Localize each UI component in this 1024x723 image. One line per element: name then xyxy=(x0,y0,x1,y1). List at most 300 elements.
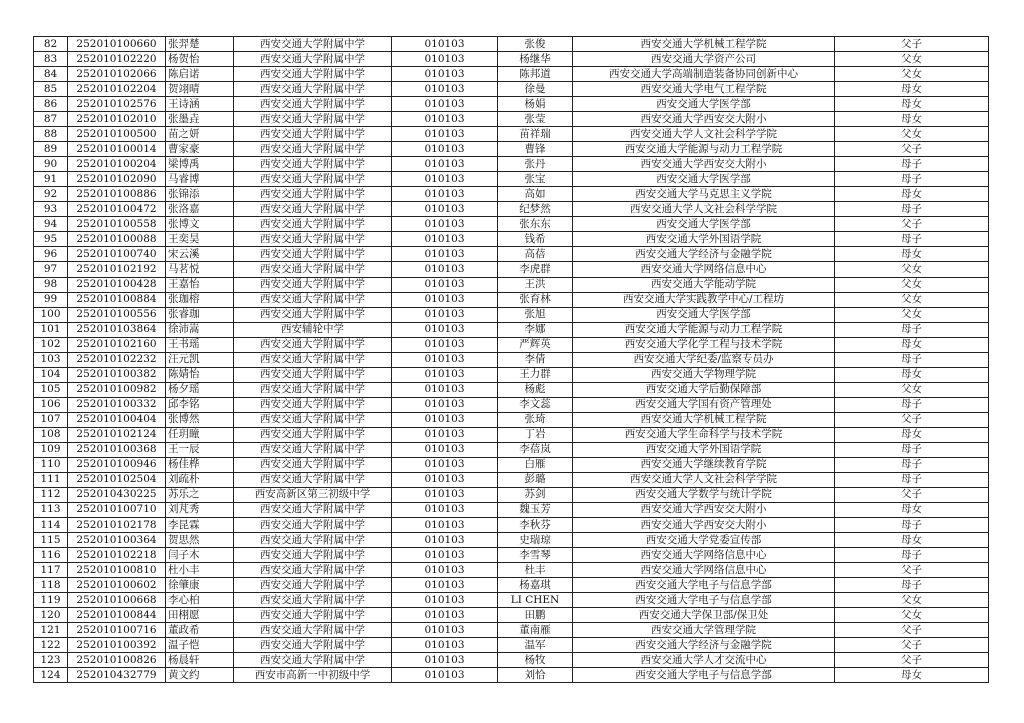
category-code-cell: 010103 xyxy=(392,472,498,487)
row-index-cell: 99 xyxy=(34,292,68,307)
student-name-cell: 李昆霖 xyxy=(166,518,234,533)
parent-name-cell: 杨牧 xyxy=(498,653,573,668)
parent-name-cell: 陈邦道 xyxy=(498,67,573,82)
school-name-cell: 西安交通大学附属中学 xyxy=(234,142,392,157)
category-code-cell: 010103 xyxy=(392,487,498,502)
row-index-cell: 105 xyxy=(34,382,68,397)
table-row xyxy=(34,427,989,442)
exam-id-cell: 252010102066 xyxy=(68,67,166,82)
relationship-cell: 父子 xyxy=(835,623,989,638)
exam-id-cell: 252010100668 xyxy=(68,593,166,608)
exam-id-cell: 252010100740 xyxy=(68,247,166,262)
school-name-cell: 西安交通大学附属中学 xyxy=(234,292,392,307)
parent-name-cell: 李蓓岚 xyxy=(498,442,573,457)
relationship-cell: 母女 xyxy=(835,502,989,517)
table-row xyxy=(34,623,989,638)
relationship-cell: 父女 xyxy=(835,608,989,623)
parent-unit-cell: 西安交通大学纪委/监察专员办 xyxy=(573,352,835,367)
parent-unit-cell: 西安交通大学马克思主义学院 xyxy=(573,187,835,202)
parent-unit-cell: 西安交通大学人才交流中心 xyxy=(573,653,835,668)
school-name-cell: 西安交通大学附属中学 xyxy=(234,277,392,292)
category-code-cell: 010103 xyxy=(392,37,498,52)
category-code-cell: 010103 xyxy=(392,307,498,322)
category-code-cell: 010103 xyxy=(392,127,498,142)
school-name-cell: 西安交通大学附属中学 xyxy=(234,533,392,548)
parent-name-cell: 魏玉芳 xyxy=(498,502,573,517)
row-index-cell: 92 xyxy=(34,187,68,202)
exam-id-cell: 252010102576 xyxy=(68,97,166,112)
exam-id-cell: 252010100556 xyxy=(68,307,166,322)
school-name-cell: 西安交通大学附属中学 xyxy=(234,548,392,563)
row-index-cell: 108 xyxy=(34,427,68,442)
parent-name-cell: 丁岩 xyxy=(498,427,573,442)
school-name-cell: 西安交通大学附属中学 xyxy=(234,593,392,608)
row-index-cell: 89 xyxy=(34,142,68,157)
exam-id-cell: 252010100088 xyxy=(68,232,166,247)
row-index-cell: 97 xyxy=(34,262,68,277)
student-name-cell: 马睿博 xyxy=(166,172,234,187)
parent-name-cell: 严辉英 xyxy=(498,337,573,352)
exam-id-cell: 252010100716 xyxy=(68,623,166,638)
student-name-cell: 汪元凯 xyxy=(166,352,234,367)
table-body xyxy=(34,37,989,683)
parent-name-cell: 王力群 xyxy=(498,367,573,382)
school-name-cell: 西安交通大学附属中学 xyxy=(234,457,392,472)
parent-name-cell: LI CHEN xyxy=(498,593,573,608)
school-name-cell: 西安交通大学附属中学 xyxy=(234,52,392,67)
exam-id-cell: 252010100392 xyxy=(68,638,166,653)
exam-id-cell: 252010102160 xyxy=(68,337,166,352)
table-row xyxy=(34,292,989,307)
row-index-cell: 122 xyxy=(34,638,68,653)
row-index-cell: 101 xyxy=(34,322,68,337)
table-row xyxy=(34,412,989,427)
exam-id-cell: 252010100844 xyxy=(68,608,166,623)
table-row xyxy=(34,187,989,202)
relationship-cell: 父子 xyxy=(835,142,989,157)
row-index-cell: 83 xyxy=(34,52,68,67)
category-code-cell: 010103 xyxy=(392,548,498,563)
table-row xyxy=(34,247,989,262)
exam-id-cell: 252010100428 xyxy=(68,277,166,292)
school-name-cell: 西安交通大学附属中学 xyxy=(234,67,392,82)
table-row xyxy=(34,172,989,187)
student-name-cell: 王奕昊 xyxy=(166,232,234,247)
table-row xyxy=(34,533,989,548)
row-index-cell: 106 xyxy=(34,397,68,412)
exam-id-cell: 252010102010 xyxy=(68,112,166,127)
parent-unit-cell: 西安交通大学西安交大附小 xyxy=(573,518,835,533)
category-code-cell: 010103 xyxy=(392,262,498,277)
parent-name-cell: 温军 xyxy=(498,638,573,653)
relationship-cell: 父女 xyxy=(835,382,989,397)
table-row xyxy=(34,352,989,367)
exam-id-cell: 252010432779 xyxy=(68,668,166,683)
exam-id-cell: 252010102504 xyxy=(68,472,166,487)
exam-id-cell: 252010100204 xyxy=(68,157,166,172)
exam-id-cell: 252010102124 xyxy=(68,427,166,442)
category-code-cell: 010103 xyxy=(392,67,498,82)
relationship-cell: 母女 xyxy=(835,187,989,202)
parent-unit-cell: 西安交通大学化学工程与技术学院 xyxy=(573,337,835,352)
relationship-cell: 父子 xyxy=(835,487,989,502)
category-code-cell: 010103 xyxy=(392,232,498,247)
row-index-cell: 93 xyxy=(34,202,68,217)
school-name-cell: 西安交通大学附属中学 xyxy=(234,307,392,322)
school-name-cell: 西安交通大学附属中学 xyxy=(234,247,392,262)
parent-name-cell: 张琦 xyxy=(498,412,573,427)
exam-id-cell: 252010100602 xyxy=(68,578,166,593)
exam-id-cell: 252010100382 xyxy=(68,367,166,382)
school-name-cell: 西安交通大学附属中学 xyxy=(234,172,392,187)
category-code-cell: 010103 xyxy=(392,352,498,367)
category-code-cell: 010103 xyxy=(392,112,498,127)
category-code-cell: 010103 xyxy=(392,97,498,112)
relationship-cell: 父子 xyxy=(835,638,989,653)
parent-name-cell: 史瑞琼 xyxy=(498,533,573,548)
category-code-cell: 010103 xyxy=(392,202,498,217)
category-code-cell: 010103 xyxy=(392,322,498,337)
school-name-cell: 西安交通大学附属中学 xyxy=(234,472,392,487)
school-name-cell: 西安交通大学附属中学 xyxy=(234,232,392,247)
roster-table xyxy=(33,36,989,683)
table-row xyxy=(34,82,989,97)
parent-name-cell: 李雪琴 xyxy=(498,548,573,563)
table-row xyxy=(34,67,989,82)
table-row xyxy=(34,337,989,352)
relationship-cell: 母女 xyxy=(835,427,989,442)
row-index-cell: 123 xyxy=(34,653,68,668)
category-code-cell: 010103 xyxy=(392,397,498,412)
category-code-cell: 010103 xyxy=(392,412,498,427)
exam-id-cell: 252010100982 xyxy=(68,382,166,397)
parent-name-cell: 李倩 xyxy=(498,352,573,367)
row-index-cell: 104 xyxy=(34,367,68,382)
parent-name-cell: 张东东 xyxy=(498,217,573,232)
parent-unit-cell: 西安交通大学经济与金融学院 xyxy=(573,247,835,262)
parent-unit-cell: 西安交通大学外国语学院 xyxy=(573,442,835,457)
parent-name-cell: 白雁 xyxy=(498,457,573,472)
parent-unit-cell: 西安交通大学党委宣传部 xyxy=(573,533,835,548)
exam-id-cell: 252010100660 xyxy=(68,37,166,52)
exam-id-cell: 252010100332 xyxy=(68,397,166,412)
parent-unit-cell: 西安交通大学医学部 xyxy=(573,97,835,112)
relationship-cell: 母女 xyxy=(835,112,989,127)
relationship-cell: 母子 xyxy=(835,352,989,367)
parent-unit-cell: 西安交通大学网络信息中心 xyxy=(573,563,835,578)
row-index-cell: 82 xyxy=(34,37,68,52)
row-index-cell: 98 xyxy=(34,277,68,292)
relationship-cell: 母子 xyxy=(835,578,989,593)
category-code-cell: 010103 xyxy=(392,608,498,623)
parent-unit-cell: 西安交通大学能动学院 xyxy=(573,277,835,292)
category-code-cell: 010103 xyxy=(392,157,498,172)
student-name-cell: 徐沛嵩 xyxy=(166,322,234,337)
school-name-cell: 西安市高新一中初级中学 xyxy=(234,668,392,683)
relationship-cell: 父女 xyxy=(835,277,989,292)
row-index-cell: 116 xyxy=(34,548,68,563)
relationship-cell: 母女 xyxy=(835,82,989,97)
student-name-cell: 闫子木 xyxy=(166,548,234,563)
exam-id-cell: 252010102192 xyxy=(68,262,166,277)
table-row xyxy=(34,262,989,277)
relationship-cell: 母子 xyxy=(835,472,989,487)
relationship-cell: 父子 xyxy=(835,37,989,52)
student-name-cell: 杜小丰 xyxy=(166,563,234,578)
school-name-cell: 西安交通大学附属中学 xyxy=(234,382,392,397)
school-name-cell: 西安交通大学附属中学 xyxy=(234,82,392,97)
table-row xyxy=(34,37,989,52)
student-name-cell: 田栩愿 xyxy=(166,608,234,623)
relationship-cell: 父子 xyxy=(835,412,989,427)
row-index-cell: 95 xyxy=(34,232,68,247)
table-row xyxy=(34,653,989,668)
category-code-cell: 010103 xyxy=(392,277,498,292)
student-name-cell: 张墨垚 xyxy=(166,112,234,127)
relationship-cell: 母子 xyxy=(835,172,989,187)
relationship-cell: 母女 xyxy=(835,367,989,382)
student-name-cell: 贺思然 xyxy=(166,533,234,548)
parent-name-cell: 田鹏 xyxy=(498,608,573,623)
student-name-cell: 宋云溪 xyxy=(166,247,234,262)
parent-unit-cell: 西安交通大学管理学院 xyxy=(573,623,835,638)
school-name-cell: 西安交通大学附属中学 xyxy=(234,412,392,427)
parent-name-cell: 李虎群 xyxy=(498,262,573,277)
school-name-cell: 西安交通大学附属中学 xyxy=(234,563,392,578)
category-code-cell: 010103 xyxy=(392,668,498,683)
student-name-cell: 王书瑶 xyxy=(166,337,234,352)
parent-name-cell: 李娜 xyxy=(498,322,573,337)
exam-id-cell: 252010100710 xyxy=(68,502,166,517)
relationship-cell: 母子 xyxy=(835,322,989,337)
relationship-cell: 父女 xyxy=(835,52,989,67)
parent-unit-cell: 西安交通大学机械工程学院 xyxy=(573,412,835,427)
parent-unit-cell: 西安交通大学电子与信息学部 xyxy=(573,578,835,593)
parent-unit-cell: 西安交通大学医学部 xyxy=(573,307,835,322)
parent-unit-cell: 西安交通大学人文社会科学学院 xyxy=(573,127,835,142)
row-index-cell: 113 xyxy=(34,502,68,517)
student-name-cell: 王诗涵 xyxy=(166,97,234,112)
table-row xyxy=(34,322,989,337)
parent-unit-cell: 西安交通大学资产公司 xyxy=(573,52,835,67)
relationship-cell: 母女 xyxy=(835,337,989,352)
parent-unit-cell: 西安交通大学生命科学与技术学院 xyxy=(573,427,835,442)
category-code-cell: 010103 xyxy=(392,578,498,593)
parent-unit-cell: 西安交通大学保卫部/保卫处 xyxy=(573,608,835,623)
relationship-cell: 母子 xyxy=(835,518,989,533)
school-name-cell: 西安交通大学附属中学 xyxy=(234,37,392,52)
category-code-cell: 010103 xyxy=(392,367,498,382)
category-code-cell: 010103 xyxy=(392,563,498,578)
row-index-cell: 100 xyxy=(34,307,68,322)
exam-id-cell: 252010102220 xyxy=(68,52,166,67)
category-code-cell: 010103 xyxy=(392,427,498,442)
student-name-cell: 曹家豪 xyxy=(166,142,234,157)
row-index-cell: 124 xyxy=(34,668,68,683)
category-code-cell: 010103 xyxy=(392,653,498,668)
school-name-cell: 西安交通大学附属中学 xyxy=(234,157,392,172)
parent-unit-cell: 西安交通大学网络信息中心 xyxy=(573,262,835,277)
school-name-cell: 西安交通大学附属中学 xyxy=(234,262,392,277)
student-name-cell: 张睿珈 xyxy=(166,307,234,322)
student-name-cell: 张珈榕 xyxy=(166,292,234,307)
category-code-cell: 010103 xyxy=(392,623,498,638)
school-name-cell: 西安交通大学附属中学 xyxy=(234,608,392,623)
relationship-cell: 父女 xyxy=(835,292,989,307)
row-index-cell: 107 xyxy=(34,412,68,427)
school-name-cell: 西安交通大学附属中学 xyxy=(234,97,392,112)
student-name-cell: 陈启诺 xyxy=(166,67,234,82)
parent-unit-cell: 西安交通大学国有资产管理处 xyxy=(573,397,835,412)
parent-unit-cell: 西安交通大学网络信息中心 xyxy=(573,548,835,563)
parent-name-cell: 苏剑 xyxy=(498,487,573,502)
student-name-cell: 梁博禹 xyxy=(166,157,234,172)
relationship-cell: 母女 xyxy=(835,247,989,262)
category-code-cell: 010103 xyxy=(392,172,498,187)
parent-unit-cell: 西安交通大学机械工程学院 xyxy=(573,37,835,52)
relationship-cell: 父子 xyxy=(835,653,989,668)
category-code-cell: 010103 xyxy=(392,247,498,262)
category-code-cell: 010103 xyxy=(392,533,498,548)
table-row xyxy=(34,157,989,172)
student-name-cell: 苗之妍 xyxy=(166,127,234,142)
category-code-cell: 010103 xyxy=(392,337,498,352)
row-index-cell: 114 xyxy=(34,518,68,533)
school-name-cell: 西安交通大学附属中学 xyxy=(234,367,392,382)
table-row xyxy=(34,518,989,533)
category-code-cell: 010103 xyxy=(392,518,498,533)
table-row xyxy=(34,232,989,247)
parent-unit-cell: 西安交通大学能源与动力工程学院 xyxy=(573,322,835,337)
exam-id-cell: 252010100014 xyxy=(68,142,166,157)
row-index-cell: 91 xyxy=(34,172,68,187)
category-code-cell: 010103 xyxy=(392,593,498,608)
exam-id-cell: 252010100500 xyxy=(68,127,166,142)
parent-name-cell: 张宝 xyxy=(498,172,573,187)
school-name-cell: 西安交通大学附属中学 xyxy=(234,202,392,217)
parent-name-cell: 高如 xyxy=(498,187,573,202)
parent-unit-cell: 西安交通大学实践教学中心/工程坊 xyxy=(573,292,835,307)
table-row xyxy=(34,608,989,623)
table-row xyxy=(34,112,989,127)
table-row xyxy=(34,217,989,232)
school-name-cell: 西安交通大学附属中学 xyxy=(234,623,392,638)
parent-name-cell: 钱希 xyxy=(498,232,573,247)
table-row xyxy=(34,563,989,578)
category-code-cell: 010103 xyxy=(392,502,498,517)
row-index-cell: 121 xyxy=(34,623,68,638)
parent-name-cell: 李秋芬 xyxy=(498,518,573,533)
parent-name-cell: 徐曼 xyxy=(498,82,573,97)
row-index-cell: 119 xyxy=(34,593,68,608)
student-name-cell: 张洛嘉 xyxy=(166,202,234,217)
exam-id-cell: 252010100884 xyxy=(68,292,166,307)
parent-unit-cell: 西安交通大学高端制造装备协同创新中心 xyxy=(573,67,835,82)
parent-name-cell: 杜丰 xyxy=(498,563,573,578)
relationship-cell: 母子 xyxy=(835,232,989,247)
relationship-cell: 母女 xyxy=(835,533,989,548)
parent-unit-cell: 西安交通大学后勤保障部 xyxy=(573,382,835,397)
row-index-cell: 117 xyxy=(34,563,68,578)
parent-unit-cell: 西安交通大学医学部 xyxy=(573,172,835,187)
parent-unit-cell: 西安交通大学物理学院 xyxy=(573,367,835,382)
exam-id-cell: 252010102178 xyxy=(68,518,166,533)
student-name-cell: 张博文 xyxy=(166,217,234,232)
school-name-cell: 西安交通大学附属中学 xyxy=(234,127,392,142)
table-row xyxy=(34,638,989,653)
parent-name-cell: 张育林 xyxy=(498,292,573,307)
parent-unit-cell: 西安交通大学外国语学院 xyxy=(573,232,835,247)
table-row xyxy=(34,52,989,67)
parent-unit-cell: 西安交通大学数学与统计学院 xyxy=(573,487,835,502)
table-row xyxy=(34,578,989,593)
parent-name-cell: 杨彪 xyxy=(498,382,573,397)
relationship-cell: 父女 xyxy=(835,307,989,322)
school-name-cell: 西安交通大学附属中学 xyxy=(234,653,392,668)
exam-id-cell: 252010102090 xyxy=(68,172,166,187)
exam-id-cell: 252010102204 xyxy=(68,82,166,97)
relationship-cell: 母子 xyxy=(835,202,989,217)
parent-unit-cell: 西安交通大学人文社会科学学院 xyxy=(573,472,835,487)
table-row xyxy=(34,367,989,382)
table-row xyxy=(34,548,989,563)
school-name-cell: 西安交通大学附属中学 xyxy=(234,352,392,367)
parent-name-cell: 高蓓 xyxy=(498,247,573,262)
exam-id-cell: 252010100810 xyxy=(68,563,166,578)
parent-unit-cell: 西安交通大学医学部 xyxy=(573,217,835,232)
relationship-cell: 母子 xyxy=(835,457,989,472)
row-index-cell: 120 xyxy=(34,608,68,623)
parent-unit-cell: 西安交通大学电子与信息学部 xyxy=(573,668,835,683)
student-name-cell: 张锦添 xyxy=(166,187,234,202)
table-row xyxy=(34,472,989,487)
exam-id-cell: 252010100368 xyxy=(68,442,166,457)
exam-id-cell: 252010100472 xyxy=(68,202,166,217)
relationship-cell: 父女 xyxy=(835,67,989,82)
parent-name-cell: 张俊 xyxy=(498,37,573,52)
parent-name-cell: 曹锋 xyxy=(498,142,573,157)
exam-id-cell: 252010100558 xyxy=(68,217,166,232)
school-name-cell: 西安交通大学附属中学 xyxy=(234,187,392,202)
parent-name-cell: 李文蕊 xyxy=(498,397,573,412)
school-name-cell: 西安交通大学附属中学 xyxy=(234,427,392,442)
parent-name-cell: 王洪 xyxy=(498,277,573,292)
parent-name-cell: 董南雁 xyxy=(498,623,573,638)
table-row xyxy=(34,397,989,412)
relationship-cell: 母子 xyxy=(835,442,989,457)
category-code-cell: 010103 xyxy=(392,638,498,653)
student-name-cell: 贺翊晴 xyxy=(166,82,234,97)
row-index-cell: 115 xyxy=(34,533,68,548)
parent-name-cell: 张莹 xyxy=(498,112,573,127)
school-name-cell: 西安辅轮中学 xyxy=(234,322,392,337)
row-index-cell: 86 xyxy=(34,97,68,112)
parent-unit-cell: 西安交通大学继续教育学院 xyxy=(573,457,835,472)
row-index-cell: 109 xyxy=(34,442,68,457)
student-name-cell: 徐肇康 xyxy=(166,578,234,593)
row-index-cell: 103 xyxy=(34,352,68,367)
student-name-cell: 杨夕瑶 xyxy=(166,382,234,397)
row-index-cell: 85 xyxy=(34,82,68,97)
row-index-cell: 84 xyxy=(34,67,68,82)
relationship-cell: 母子 xyxy=(835,157,989,172)
category-code-cell: 010103 xyxy=(392,82,498,97)
exam-id-cell: 252010103864 xyxy=(68,322,166,337)
row-index-cell: 110 xyxy=(34,457,68,472)
table-row xyxy=(34,457,989,472)
student-name-cell: 苏乐之 xyxy=(166,487,234,502)
parent-name-cell: 杨继华 xyxy=(498,52,573,67)
